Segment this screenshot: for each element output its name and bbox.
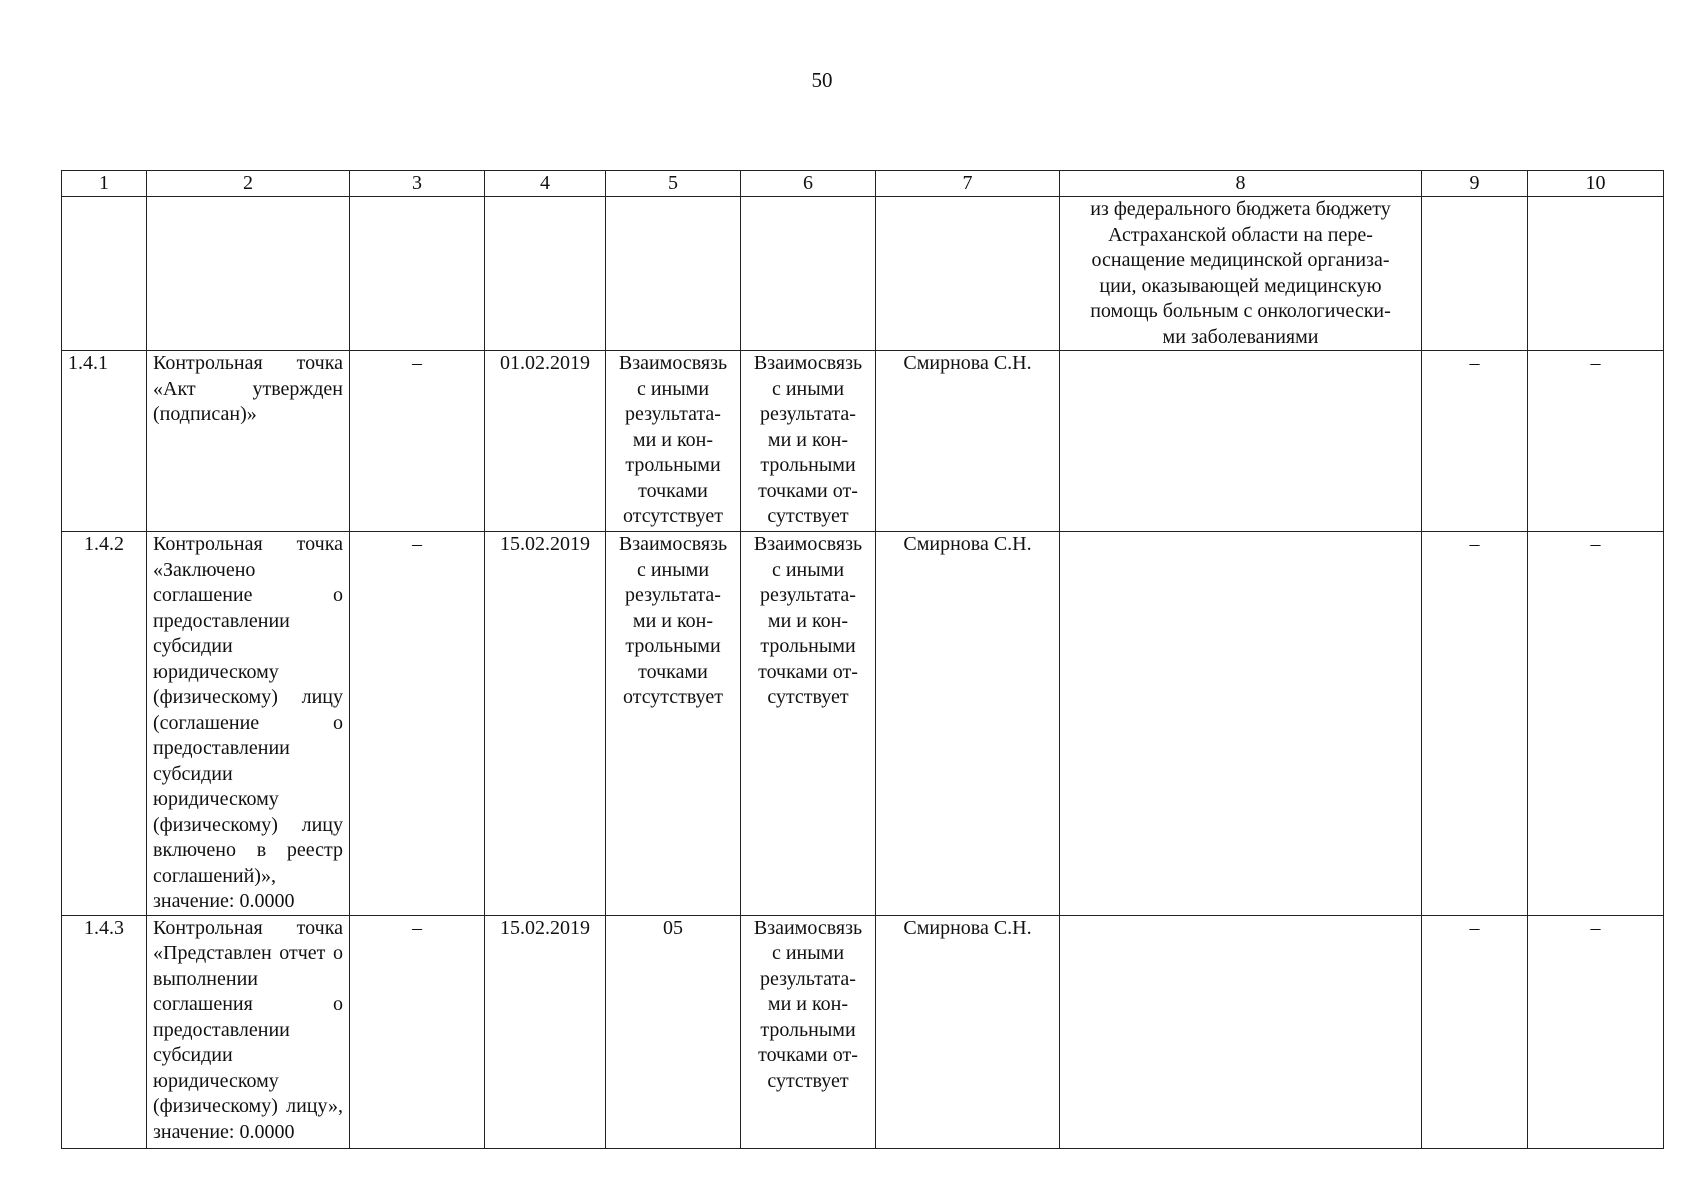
cell-col3: – xyxy=(350,351,485,532)
cell-col8 xyxy=(1060,915,1422,1148)
control-date: 15.02.2019 xyxy=(485,532,606,916)
control-date: 15.02.2019 xyxy=(485,915,606,1148)
column-header: 3 xyxy=(350,171,485,197)
cell-col5: 05 xyxy=(606,915,741,1148)
column-header: 5 xyxy=(606,171,741,197)
control-point-name: Контрольная точка «Акт утвержден (подписан)» xyxy=(147,351,350,532)
continuation-text: из федерального бюджета бюджету Астраханской области на пере- оснащение медицинской организа- ции, оказывающей медицинскую помощь больным с онкологически- ми заболеваниями xyxy=(1060,197,1422,351)
cell-col9: – xyxy=(1422,351,1528,532)
table-row xyxy=(62,915,1664,1148)
page-number: 50 xyxy=(811,68,833,92)
column-header: 2 xyxy=(147,171,350,197)
cell-col10: – xyxy=(1528,915,1664,1148)
column-number-header-row xyxy=(62,171,1664,197)
responsible-person: Смирнова С.Н. xyxy=(876,532,1060,916)
cell-col10: – xyxy=(1528,532,1664,916)
cell-col5: Взаимосвязь с иными результата- ми и кон- трольными точками отсутствует xyxy=(606,351,741,532)
row-number: 1.4.2 xyxy=(62,532,147,916)
column-header: 4 xyxy=(485,171,606,197)
cell-col6: Взаимосвязь с иными результата- ми и кон- трольными точками от- сутствует xyxy=(741,351,876,532)
column-header: 1 xyxy=(62,171,147,197)
row-number: 1.4.1 xyxy=(62,351,147,532)
cell-col6: Взаимосвязь с иными результата- ми и кон- трольными точками от- сутствует xyxy=(741,532,876,916)
column-header: 7 xyxy=(876,171,1060,197)
cell-col5: Взаимосвязь с иными результата- ми и кон- трольными точками отсутствует xyxy=(606,532,741,916)
row-number: 1.4.3 xyxy=(62,915,147,1148)
cell-col8 xyxy=(1060,532,1422,916)
column-header: 8 xyxy=(1060,171,1422,197)
cell-col3: – xyxy=(350,915,485,1148)
responsible-person: Смирнова С.Н. xyxy=(876,915,1060,1148)
cell-col3: – xyxy=(350,532,485,916)
control-point-name: Контрольная точка «Представлен отчет о выполнении соглашения о предоставлении субсидии юридическому (физическому) лицу», значение: 0.0000 xyxy=(147,915,350,1148)
column-header: 6 xyxy=(741,171,876,197)
column-header: 10 xyxy=(1528,171,1664,197)
cell-col8 xyxy=(1060,351,1422,532)
responsible-person: Смирнова С.Н. xyxy=(876,351,1060,532)
column-header: 9 xyxy=(1422,171,1528,197)
cell-col9: – xyxy=(1422,532,1528,916)
cell-col9: – xyxy=(1422,915,1528,1148)
continuation-row xyxy=(62,197,1664,351)
control-points-table xyxy=(61,170,1664,1149)
cell-col10: – xyxy=(1528,351,1664,532)
control-date: 01.02.2019 xyxy=(485,351,606,532)
control-point-name: Контрольная точка «Заключено соглашение о предоставлении субсидии юридическому (физическому) лицу (соглашение о предоставлении субсидии юридическому (физическому) лицу включено в реестр соглашений)», значение: 0.0000 xyxy=(147,532,350,916)
table-row xyxy=(62,532,1664,916)
table-row xyxy=(62,351,1664,532)
cell-col6: Взаимосвязь с иными результата- ми и кон- трольными точками от- сутствует xyxy=(741,915,876,1148)
